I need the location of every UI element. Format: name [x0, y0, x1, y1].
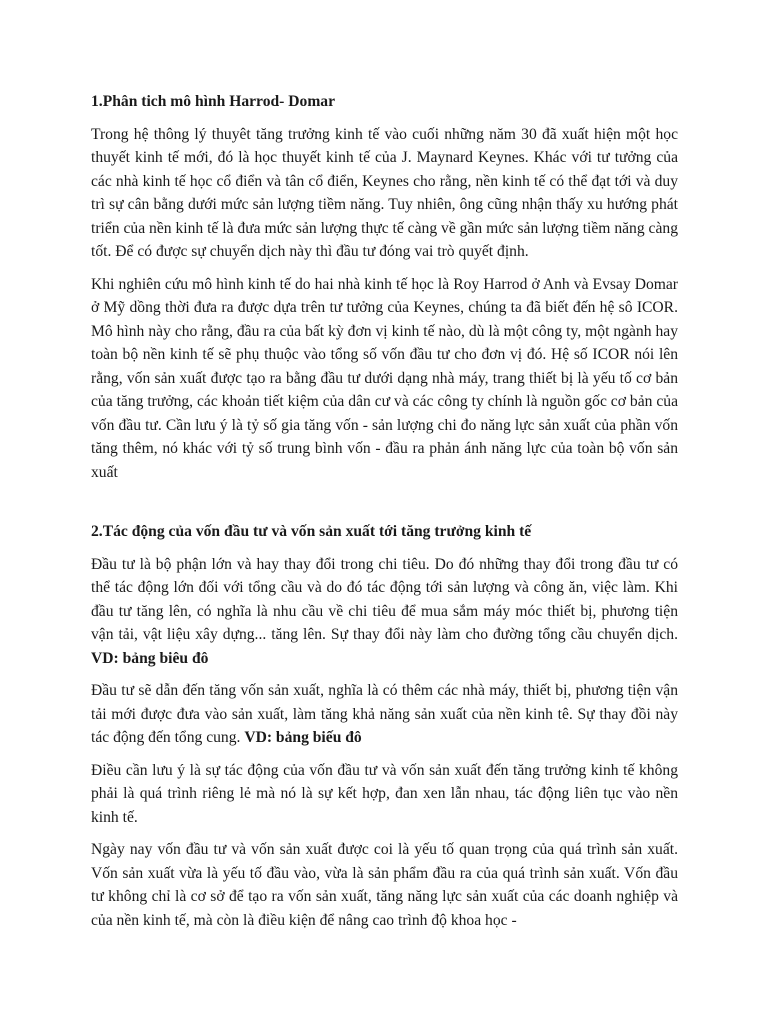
- section-2-paragraph-1: [91, 553, 678, 671]
- section-1-paragraph-1: Trong hệ thông lý thuyêt tăng trưởng kinh tế vào cuối những năm 30 đã xuất hiện một học thuyết kinh tế mới, đó là học thuyết kinh tế của J. Maynard Keynes. Khác với tư tưởng của các nhà kinh tế học cổ điển và tân cổ điển, Keynes cho rằng, nền kinh tế có thể đạt tới và duy trì sự cân bằng dưới mức sản lượng tiềm năng. Tuy nhiên, ông cũng nhận thấy xu hướng phát triển của nền kinh tế là đưa mức sản lượng thực tế càng về gần mức sản lượng tiềm năng càng tốt. Để có được sự chuyển dịch này thì đầu tư đóng vai trò quyết định.: [91, 125, 678, 260]
- section-2-paragraph-1-text: Đầu tư là bộ phận lớn và hay thay đổi trong chi tiêu. Do đó những thay đổi trong đầu tư có thể tác động lớn đối với tổng cầu và do đó tác động tới sản lượng và công ăn, việc làm. Khi đầu tư tăng lên, có nghĩa là nhu cầu về chi tiêu để mua sắm máy móc thiết bị, phương tiện vận tải, vật liệu xây dựng... tăng lên. Sự thay đổi này làm cho đường tổng cầu chuyển dịch.: [91, 555, 678, 643]
- section-2-paragraph-2: [91, 679, 678, 750]
- section-divider-space: [91, 493, 678, 520]
- section-2-paragraph-2-text: Đầu tư sẽ dẫn đến tăng vốn sản xuất, nghĩa là có thêm các nhà máy, thiết bị, phương tiện vận tải mới được đưa vào sản xuất, làm tăng khả năng sản xuất của nền kinh tê. Sự thay đồi này tác động đến tổng cung.: [91, 682, 678, 746]
- example-note-1: VD: bảng biêu đô: [91, 649, 209, 667]
- section-2-paragraph-3: Điều cần lưu ý là sự tác động của vốn đầu tư và vốn sản xuất đến tăng trưởng kinh tế không phải là quá trình riêng lẻ mà nó là sự kết hợp, đan xen lẫn nhau, tác động liên tục vào nền kinh tế.: [91, 761, 678, 826]
- document-page: [91, 90, 678, 941]
- section-1-heading: 1.Phân tich mô hình Harrod- Domar: [91, 93, 336, 110]
- section-1-paragraph-2: Khi nghiên cứu mô hình kinh tế do hai nhà kinh tế học là Roy Harrod ở Anh và Evsay Domar ở Mỹ dồng thời đưa ra được dựa trên tư tưởng của Keynes, chúng ta đã biết đến hệ sô ICOR. Mô hình này cho rằng, đầu ra của bất kỳ đơn vị kinh tế nào, dù là một công ty, một ngành hay toàn bộ nền kinh tế sẽ phụ thuộc vào tổng số vốn đầu tư cho đơn vị đó. Hệ số ICOR nói lên rằng, vốn sản xuất được tạo ra bằng đầu tư dưới dạng nhà máy, trang thiết bị là yếu tố cơ bản của tăng trưởng, các khoản tiết kiệm của dân cư và các công ty chính là nguồn gốc cơ bản của vốn đầu tư. Cần lưu ý là tỷ số gia tăng vốn - sản lượng chi đo năng lực sản xuất của phần vốn tăng thêm, nó khác với tỷ số trung bình vốn - đầu ra phản ánh năng lực của toàn bộ vốn sản xuất: [91, 275, 678, 481]
- example-note-2: VD: bảng biếu đô: [244, 729, 362, 746]
- section-2-heading: 2.Tác động của vốn đầu tư và vốn sản xuất tới tăng trưởng kinh tế: [91, 523, 532, 540]
- section-2-paragraph-4: Ngày nay vốn đầu tư và vốn sản xuất được coi là yếu tố quan trọng của quá trình sản xuất. Vốn sản xuất vừa là yếu tố đầu vào, vừa là sản phẩm đầu ra của quá trình sản xuất. Vốn đầu tư không chỉ là cơ sở để tạo ra vốn sản xuất, tăng năng lực sản xuất của các doanh nghiệp và của nền kinh tế, mà còn là điều kiện để nâng cao trình độ khoa học -: [91, 841, 678, 929]
